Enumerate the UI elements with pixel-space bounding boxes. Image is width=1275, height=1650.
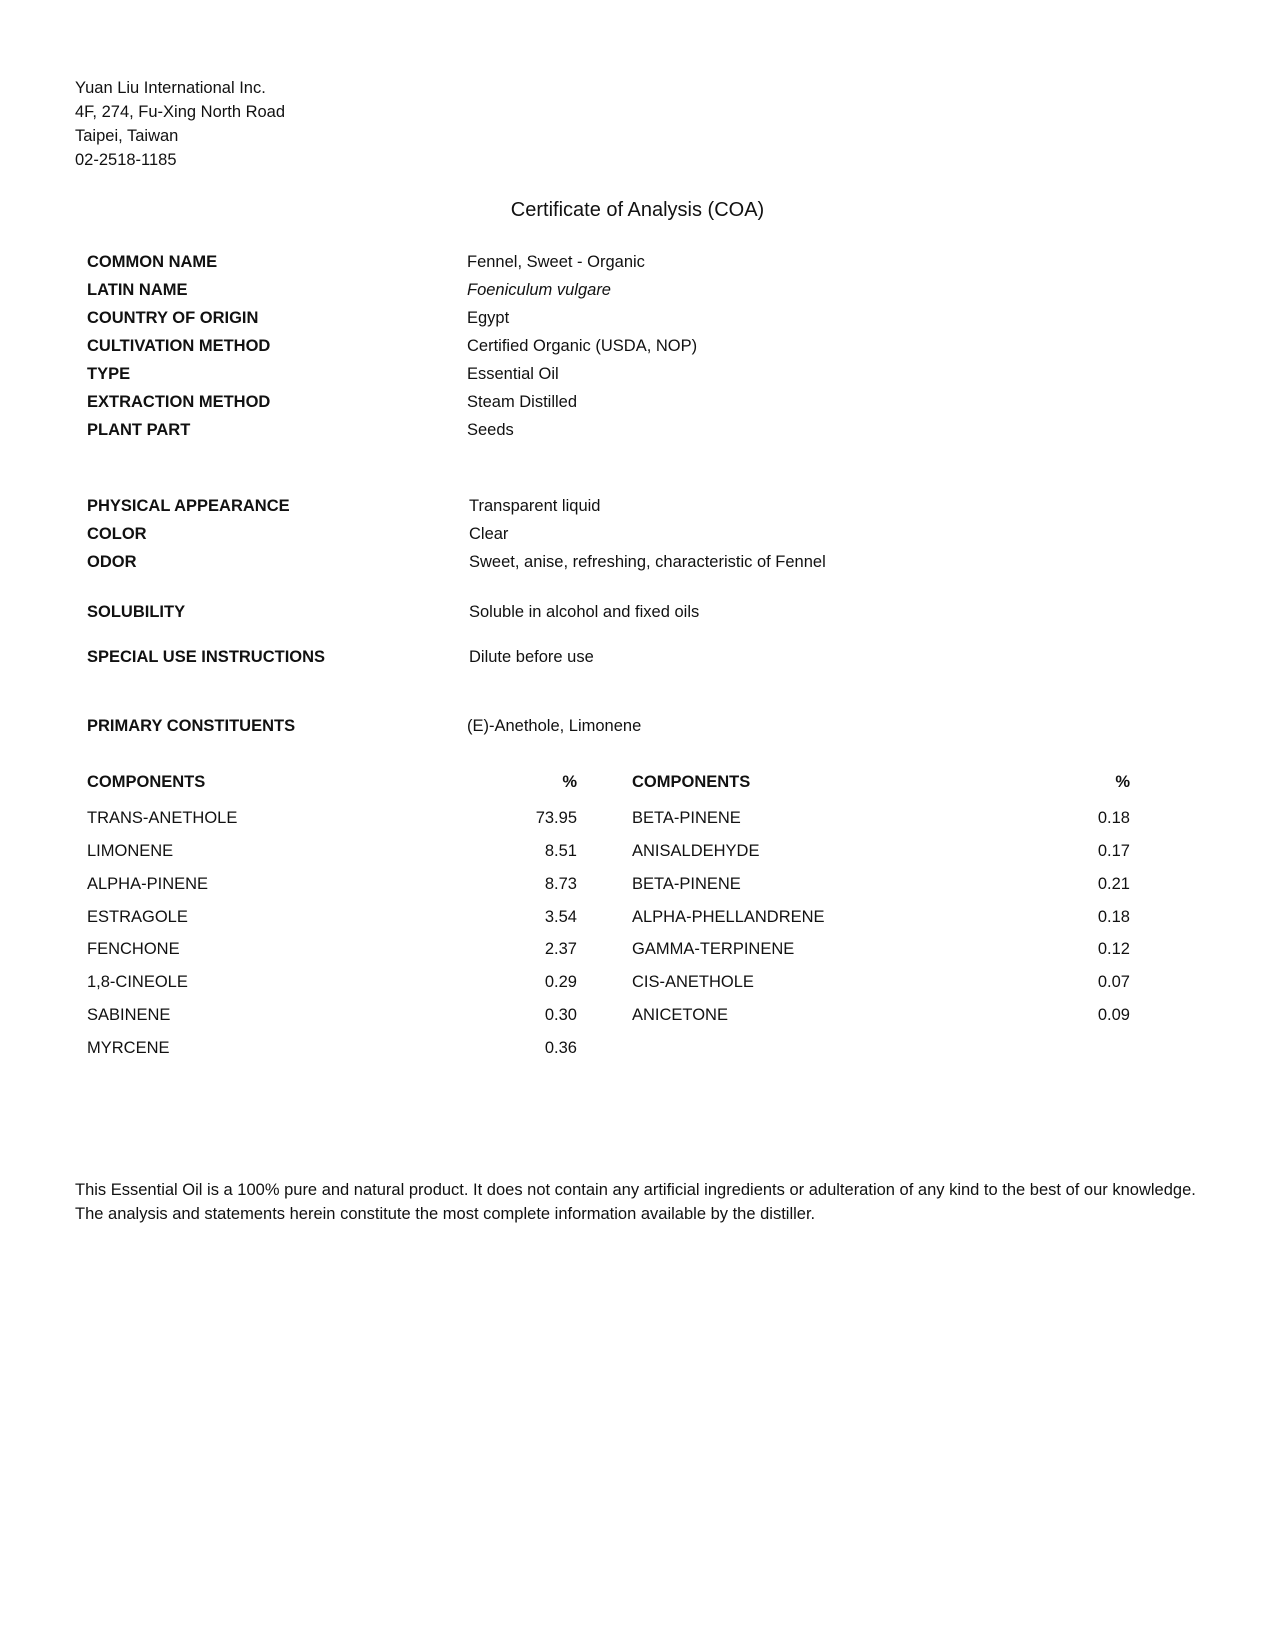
info-row-cultivation-method	[87, 334, 1187, 358]
info-row-country-of-origin	[87, 306, 1187, 330]
special-use-value: Dilute before use	[469, 648, 594, 666]
component-name: ALPHA-PINENE	[87, 875, 209, 893]
company-header	[75, 76, 285, 172]
physical-label: ODOR	[87, 553, 137, 571]
special-use-label: SPECIAL USE INSTRUCTIONS	[87, 648, 326, 666]
company-address: 4F, 274, Fu-Xing North Road	[75, 103, 286, 121]
solubility-label: SOLUBILITY	[87, 603, 186, 621]
component-pct: 0.30	[544, 1006, 577, 1024]
company-phone: 02-2518-1185	[75, 151, 177, 169]
info-row-type	[87, 362, 1187, 386]
info-value: Essential Oil	[467, 365, 559, 383]
solubility-value: Soluble in alcohol and fixed oils	[469, 603, 700, 621]
component-pct: 8.51	[544, 842, 577, 860]
components-table-right	[632, 770, 1132, 1070]
info-row-latin-name	[87, 278, 1187, 302]
info-row-plant-part	[87, 418, 1187, 442]
primary-constituents-label: PRIMARY CONSTITUENTS	[87, 717, 296, 735]
info-value: Certified Organic (USDA, NOP)	[467, 337, 698, 355]
component-pct: 0.21	[1097, 875, 1130, 893]
component-pct: 0.18	[1097, 809, 1130, 827]
physical-label: COLOR	[87, 525, 147, 543]
component-pct: 0.36	[544, 1039, 577, 1057]
component-name: GAMMA-TERPINENE	[632, 940, 795, 958]
physical-label: PHYSICAL APPEARANCE	[87, 497, 290, 515]
document-title: Certificate of Analysis (COA)	[510, 199, 765, 221]
component-pct: 0.09	[1097, 1006, 1130, 1024]
physical-row-appearance	[87, 494, 1187, 518]
component-name: LIMONENE	[87, 842, 174, 860]
info-label: PLANT PART	[87, 421, 191, 439]
physical-value: Sweet, anise, refreshing, characteristic of Fennel	[469, 553, 826, 571]
info-value: Steam Distilled	[467, 393, 578, 411]
physical-row-color	[87, 522, 1187, 546]
info-value: Fennel, Sweet - Organic	[467, 253, 645, 271]
info-label: LATIN NAME	[87, 281, 188, 299]
info-row-common-name	[87, 250, 1187, 274]
component-pct: 0.12	[1097, 940, 1130, 958]
info-label: EXTRACTION METHOD	[87, 393, 271, 411]
component-name: ANISALDEHYDE	[632, 842, 760, 860]
components-header-pct: %	[1115, 773, 1130, 791]
component-pct: 3.54	[544, 908, 577, 926]
purity-statement: This Essential Oil is a 100% pure and natural product. It does not contain any artificial ingredients or adulteration of any kind to the best of our knowledge. The analysis and statements herein constitute the most complete information available by the distiller.	[75, 1181, 1196, 1223]
component-name: ALPHA-PHELLANDRENE	[632, 908, 825, 926]
component-name: FENCHONE	[87, 940, 180, 958]
component-name: TRANS-ANETHOLE	[87, 809, 238, 827]
component-pct: 8.73	[544, 875, 577, 893]
component-name: 1,8-CINEOLE	[87, 973, 188, 991]
physical-value: Clear	[469, 525, 509, 543]
info-value: Seeds	[467, 421, 514, 439]
info-label: TYPE	[87, 365, 131, 383]
component-name: MYRCENE	[87, 1039, 170, 1057]
physical-row-odor	[87, 550, 1187, 574]
info-row-extraction-method	[87, 390, 1187, 414]
component-name: BETA-PINENE	[632, 809, 741, 827]
info-value: Egypt	[467, 309, 510, 327]
component-name: ESTRAGOLE	[87, 908, 188, 926]
component-pct: 0.29	[544, 973, 577, 991]
company-name: Yuan Liu International Inc.	[75, 79, 266, 97]
company-city: Taipei, Taiwan	[75, 127, 179, 145]
components-header-name: COMPONENTS	[87, 773, 206, 791]
component-pct: 2.37	[544, 940, 577, 958]
solubility-row	[87, 600, 1187, 624]
components-table-left	[87, 770, 577, 1070]
special-use-row	[87, 645, 1187, 669]
component-pct: 0.17	[1097, 842, 1130, 860]
info-label: COMMON NAME	[87, 253, 218, 271]
info-label: COUNTRY OF ORIGIN	[87, 309, 259, 327]
component-name: BETA-PINENE	[632, 875, 741, 893]
component-pct: 73.95	[535, 809, 577, 827]
component-name: CIS-ANETHOLE	[632, 973, 754, 991]
component-name: ANICETONE	[632, 1006, 728, 1024]
component-pct: 0.18	[1097, 908, 1130, 926]
components-header-pct: %	[562, 773, 577, 791]
components-header-name: COMPONENTS	[632, 773, 751, 791]
info-label: CULTIVATION METHOD	[87, 337, 271, 355]
component-pct: 0.07	[1097, 973, 1130, 991]
physical-value: Transparent liquid	[469, 497, 601, 515]
info-value: Foeniculum vulgare	[467, 281, 611, 299]
primary-constituents-value: (E)-Anethole, Limonene	[467, 717, 642, 735]
component-name: SABINENE	[87, 1006, 171, 1024]
primary-constituents-row	[87, 714, 1187, 738]
